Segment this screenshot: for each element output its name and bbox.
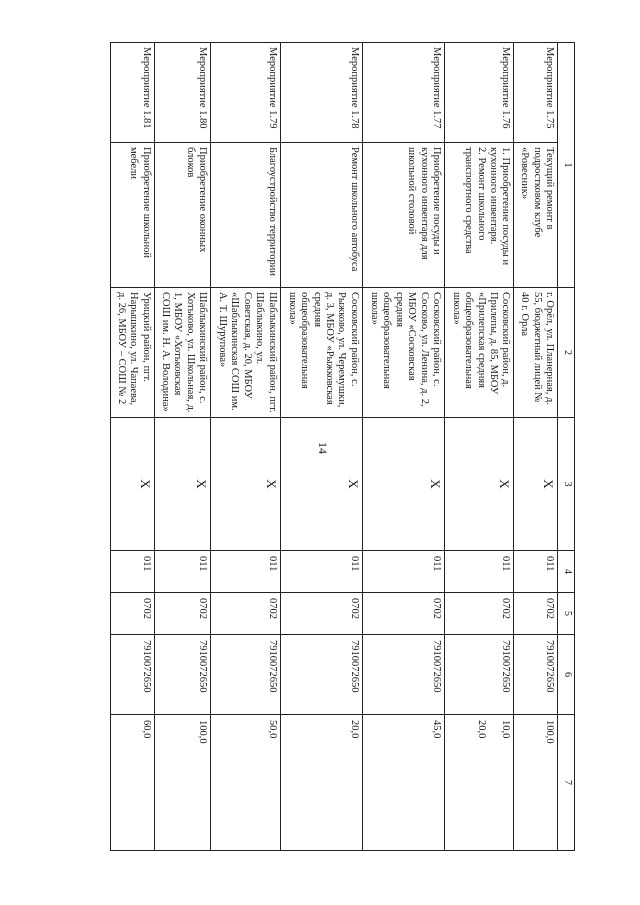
- code-target: 7910072650: [444, 635, 513, 715]
- cross-mark: X: [154, 418, 211, 551]
- amount: [111, 715, 155, 851]
- code-ministry: 011: [280, 551, 362, 593]
- amount-value: 10,0 20,0: [475, 720, 512, 739]
- program-activities-table: [110, 42, 575, 851]
- code-section: 0702: [444, 593, 513, 635]
- table-row: [444, 43, 513, 851]
- header-col-3: 3: [558, 418, 575, 551]
- code-ministry: 011: [514, 551, 558, 593]
- activity-name: [444, 143, 513, 288]
- activity-number: Мероприятие 1.76: [444, 43, 513, 143]
- activity-number: Мероприятие 1.75: [514, 43, 558, 143]
- code-target: 7910072650: [362, 635, 444, 715]
- activity-name: Благоустройство территории: [211, 143, 280, 288]
- amount: [280, 715, 362, 851]
- activity-number: Мероприятие 1.79: [211, 43, 280, 143]
- code-section: 0702: [280, 593, 362, 635]
- rotated-table-container: [110, 42, 575, 850]
- code-ministry: 011: [444, 551, 513, 593]
- table-row: [514, 43, 558, 851]
- cross-mark: X: [444, 418, 513, 551]
- amount: [154, 715, 211, 851]
- header-col-4: 4: [558, 551, 575, 593]
- activity-number: Мероприятие 1.80: [154, 43, 211, 143]
- amount: [211, 715, 280, 851]
- activity-address: Урицкий район, пгт. Нарышкино, ул. Чапаева, д. 26, МБОУ – СОШ № 2: [111, 288, 155, 418]
- amount-value: 20,0: [348, 720, 360, 739]
- activity-name: Ремонт школьного автобуса: [280, 143, 362, 288]
- code-target: 7910072650: [514, 635, 558, 715]
- header-col-1: 1: [558, 43, 575, 288]
- code-target: 7910072650: [154, 635, 211, 715]
- activity-name: Приобретение посуды и кухонного инвентаря для школьной столовой: [362, 143, 444, 288]
- activity-address: г. Орёл, ул. Планерная, д. 55, бюджетный лицей № 40 г. Орла: [514, 288, 558, 418]
- amount-value: 100,0: [197, 720, 209, 744]
- cross-mark: X: [514, 418, 558, 551]
- header-row: [558, 43, 575, 851]
- table-row: [211, 43, 280, 851]
- code-target: 7910072650: [211, 635, 280, 715]
- activity-address: Шаблыкинский район, пгт. Шаблыкино, ул. Советская, д. 20, МБОУ «Шаблыкинская СОШ им. А. Т. Шурупова»: [211, 288, 280, 418]
- code-target: 7910072650: [111, 635, 155, 715]
- amount: [444, 715, 513, 851]
- page-number: 14: [316, 442, 330, 454]
- code-target: 7910072650: [280, 635, 362, 715]
- header-col-5: 5: [558, 593, 575, 635]
- code-ministry: 011: [211, 551, 280, 593]
- amount-value: 50,0: [266, 720, 278, 739]
- amount-value: 45,0: [430, 720, 442, 739]
- cross-mark: X: [362, 418, 444, 551]
- amount-value: 60,0: [140, 720, 152, 739]
- code-section: 0702: [111, 593, 155, 635]
- code-ministry: 011: [154, 551, 211, 593]
- activity-number: Мероприятие 1.78: [280, 43, 362, 143]
- activity-address: Сосковский район, д. Прилепы, д. 85, МБОУ «Прилепская средняя общеобразовательная школа»: [444, 288, 513, 418]
- activity-name: Текущий ремонт в подростковом клубе «Ровесник»: [514, 143, 558, 288]
- activity-name-text: 1. Приобретение посуды и кухонного инвентаря. 2. Ремонт школьного транспортного средства: [463, 147, 512, 266]
- header-col-7: 7: [558, 715, 575, 851]
- header-col-2: 2: [558, 288, 575, 418]
- code-section: 0702: [154, 593, 211, 635]
- table-row: [280, 43, 362, 851]
- code-ministry: 011: [111, 551, 155, 593]
- cross-mark: X: [280, 418, 362, 551]
- code-section: 0702: [514, 593, 558, 635]
- header-col-6: 6: [558, 635, 575, 715]
- cross-mark: X: [211, 418, 280, 551]
- amount: [362, 715, 444, 851]
- cross-mark: X: [111, 418, 155, 551]
- activity-number: Мероприятие 1.81: [111, 43, 155, 143]
- activity-name: Приобретение оконных блоков: [154, 143, 211, 288]
- table-row: [362, 43, 444, 851]
- table-row: [154, 43, 211, 851]
- code-section: 0702: [211, 593, 280, 635]
- amount: [514, 715, 558, 851]
- amount-value: 100,0: [544, 720, 555, 744]
- table-row: [111, 43, 155, 851]
- activity-number: Мероприятие 1.77: [362, 43, 444, 143]
- activity-address: Сосковский район, с. Сосково, ул. Ленина, д. 2, МБОУ «Сосковская средняя общеобразовательная школа»: [362, 288, 444, 418]
- code-ministry: 011: [362, 551, 444, 593]
- activity-address: Шаблыкинский район, с. Хотьково, ул. Школьная, д. 1, МБОУ «Хотьковская СОШ им. Н. А. Володина»: [154, 288, 211, 418]
- code-section: 0702: [362, 593, 444, 635]
- activity-address: Сосковский район, с. Рыжково, ул. Черемушки, д. 3, МБОУ «Рыжковская средняя общеобразовательная школа»: [280, 288, 362, 418]
- activity-name: Приобретение школьной мебели: [111, 143, 155, 288]
